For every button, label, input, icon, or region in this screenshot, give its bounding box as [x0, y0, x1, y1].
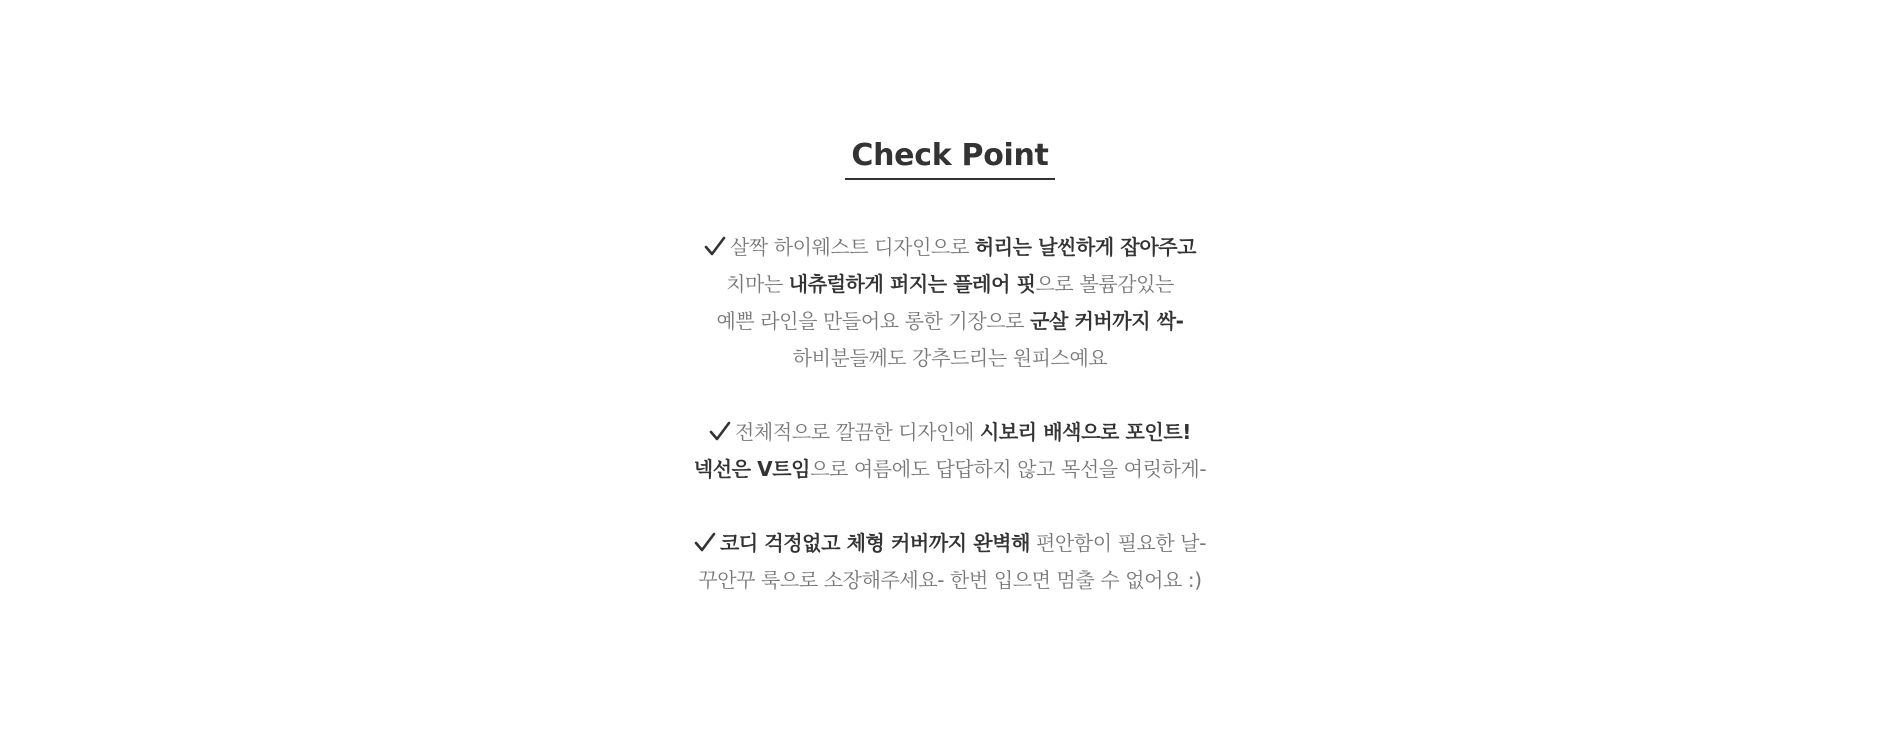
body-text: 치마는: [726, 272, 789, 296]
body-text: 꾸안꾸 룩으로 소장해주세요- 한번 입으면 멈출 수 없어요 :): [698, 568, 1202, 592]
emphasis-text: 넥선은 V트임: [693, 457, 811, 481]
body-text: 으로 볼륨감있는: [1035, 272, 1174, 296]
checkmark-icon: [694, 531, 716, 553]
emphasis-text: 코디 걱정없고 체형 커버까지 완벽해: [719, 531, 1030, 555]
check-point-line: [0, 451, 1900, 488]
emphasis-text: 허리는 날씬하게 잡아주고: [974, 235, 1197, 259]
body-text: 으로 여름에도 답답하지 않고 목선을 여릿하게-: [810, 457, 1207, 481]
body-text: 전체적으로 깔끔한 디자인에: [735, 420, 980, 444]
check-point-item: [0, 414, 1900, 488]
check-point-list: [0, 229, 1900, 636]
check-point-line: [0, 229, 1900, 266]
check-point-line: [0, 414, 1900, 451]
check-point-item: [0, 525, 1900, 599]
emphasis-text: 군살 커버까지 싹-: [1030, 309, 1184, 333]
check-point-line: [0, 525, 1900, 562]
page-title: Check Point: [845, 136, 1054, 180]
checkmark-icon: [709, 420, 731, 442]
body-text: 살짝 하이웨스트 디자인으로: [729, 235, 975, 259]
body-text: 편안함이 필요한 날-: [1030, 531, 1207, 555]
check-point-item: [0, 229, 1900, 377]
check-point-line: [0, 562, 1900, 599]
body-text: 예쁜 라인을 만들어요 롱한 기장으로: [716, 309, 1031, 333]
body-text: 하비분들께도 강추드리는 원피스예요: [792, 346, 1108, 370]
emphasis-text: 시보리 배색으로 포인트!: [979, 420, 1191, 444]
title-section: [0, 136, 1900, 180]
check-point-line: [0, 303, 1900, 340]
emphasis-text: 내츄럴하게 퍼지는 플레어 핏: [788, 272, 1036, 296]
checkmark-icon: [704, 235, 726, 257]
check-point-line: [0, 340, 1900, 377]
check-point-line: [0, 266, 1900, 303]
